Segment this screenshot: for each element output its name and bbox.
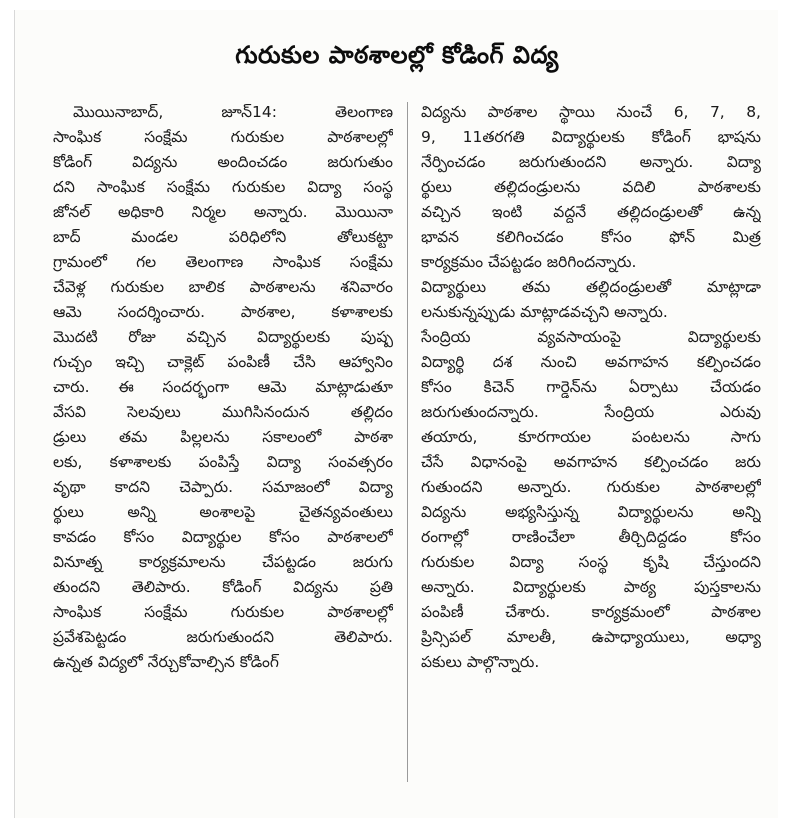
- article-line: చారు. ఈ సందర్భంగా ఆమె మాట్లాడుతూ: [53, 378, 393, 396]
- article-body: [53, 100, 765, 800]
- article-line: ర్థులు అన్ని అంశాలపై చైతన్యవంతులు: [53, 503, 393, 521]
- article-line: 9, 11తరగతి విద్యార్థులకు కోడింగ్ భాషను: [421, 128, 761, 146]
- article-line: ఆమె సందర్శించారు. పాఠశాల, కళాశాలకు: [53, 303, 393, 321]
- article-line: తుందని తెలిపారు. కోడింగ్ విద్యను ప్రతి: [53, 578, 393, 596]
- article-line: అన్నారు. విద్యార్థులకు పాఠ్య పుస్తకాలను: [421, 578, 761, 596]
- article-line: జోనల్ అధికారి నిర్మల అన్నారు. మొయినా: [53, 203, 393, 221]
- article-line: ర్థులు తల్లిదండ్రులను వదిలి పాఠశాలకు: [421, 178, 761, 196]
- headline: గురుకుల పాఠశాలల్లో కోడింగ్ విద్య: [235, 41, 559, 69]
- article-line: విద్యను పాఠశాల స్థాయి నుంచే 6, 7, 8,: [421, 103, 761, 121]
- article-line: సాంఘిక సంక్షేమ గురుకుల పాఠశాలల్లో: [53, 128, 393, 146]
- article-line: వినూత్న కార్యక్రమాలను చేపట్టడం జరుగు: [53, 553, 393, 571]
- newspaper-clipping: [14, 10, 778, 818]
- article-line: పకులు పాల్గొన్నారు.: [421, 653, 540, 671]
- article-line: పంపిణీ చేశారు. కార్యక్రమంలో పాఠశాల: [421, 603, 761, 621]
- article-line: వేసవి సెలవులు ముగిసినందున తల్లిదం: [53, 403, 393, 421]
- article-line: గుచ్చం ఇచ్చి చాక్లెట్ పంపిణీ చేసి ఆహ్వానిం: [53, 353, 393, 371]
- article-line: కోడింగ్ విద్యను అందించడం జరుగుతుం: [53, 153, 393, 171]
- article-line: ప్రవేశపెట్టడం జరుగుతుందని తెలిపారు.: [53, 628, 393, 646]
- article-line: చేసే విధానంపై అవగాహన కల్పించడం జరు: [421, 453, 761, 471]
- article-line: కార్యక్రమం చేపట్టడం జరిగిందన్నారు.: [421, 253, 637, 271]
- article-column-left: [53, 100, 393, 675]
- article-line: వచ్చిన ఇంటి వద్దనే తల్లిదండ్రులతో ఉన్న: [421, 203, 761, 221]
- article-line: చేవెళ్ల గురుకుల బాలిక పాఠశాలను శనివారం: [53, 278, 393, 296]
- article-line: ఉన్నత విద్యలో నేర్చుకోవాల్సిన కోడింగ్: [53, 653, 279, 671]
- article-line: మొదటి రోజు వచ్చిన విద్యార్థులకు పుష్ప: [53, 328, 393, 346]
- article-line: డ్రులు తమ పిల్లలను సకాలంలో పాఠశా: [53, 428, 393, 446]
- article-line: గుతుందని అన్నారు. గురుకుల పాఠశాలల్లో: [421, 478, 761, 496]
- article-line: తయారు, కూరగాయల పంటలను సాగు: [421, 428, 761, 446]
- article-line: సేంద్రియ వ్యవసాయంపై విద్యార్థులకు: [421, 328, 761, 346]
- article-line: గ్రామంలో గల తెలంగాణ సాంఘిక సంక్షేమ: [53, 253, 393, 271]
- article-line: లకు, కళాశాలకు పంపిస్తే విద్యా సంవత్సరం: [53, 453, 393, 471]
- article-line: మొయినాబాద్, జూన్14: తెలంగాణ: [73, 103, 393, 121]
- article-line: రంగాల్లో రాణించేలా తీర్చిదిద్దడం కోసం: [421, 528, 761, 546]
- article-line: విద్యార్థి దశ నుంచి అవగాహన కల్పించడం: [421, 353, 761, 371]
- article-line: లనుకున్నప్పుడు మాట్లాడవచ్చని అన్నారు.: [421, 303, 668, 321]
- article-line: భావన కలిగించడం కోసం ఫోన్ మిత్ర: [421, 228, 761, 246]
- article-line: విద్యార్థులు తమ తల్లిదండ్రులతో మాట్లాడా: [421, 278, 761, 296]
- column-divider: [407, 102, 408, 782]
- article-line: దని సాంఘిక సంక్షేమ గురుకుల విద్యా సంస్థ: [53, 178, 393, 196]
- article-line: ప్రిన్సిపల్ మాలతీ, ఉపాధ్యాయులు, అధ్యా: [421, 628, 761, 646]
- article-line: సాంఘిక సంక్షేమ గురుకుల పాఠశాలల్లో: [53, 603, 393, 621]
- article-line: బాద్ మండల పరిధిలోని తోలుకట్టా: [53, 228, 393, 246]
- article-line: వృథా కాదని చెప్పారు. సమాజంలో విద్యా: [53, 478, 393, 496]
- article-line: కావడం కోసం విద్యార్థుల కోసం పాఠశాలలో: [53, 528, 393, 546]
- article-line: నేర్పించడం జరుగుతుందని అన్నారు. విద్యా: [421, 153, 761, 171]
- article-line: జరుగుతుందన్నారు. సేంద్రియ ఎరువు: [421, 403, 761, 421]
- article-column-right: [421, 100, 761, 675]
- article-line: కోసం కిచెన్ గార్డెన్‌ను ఏర్పాటు చేయడం: [421, 378, 761, 396]
- article-line: గురుకుల విద్యా సంస్థ కృషి చేస్తుందని: [421, 553, 761, 571]
- article-line: విద్యను అభ్యసిస్తున్న విద్యార్థులను అన్ని: [421, 503, 761, 521]
